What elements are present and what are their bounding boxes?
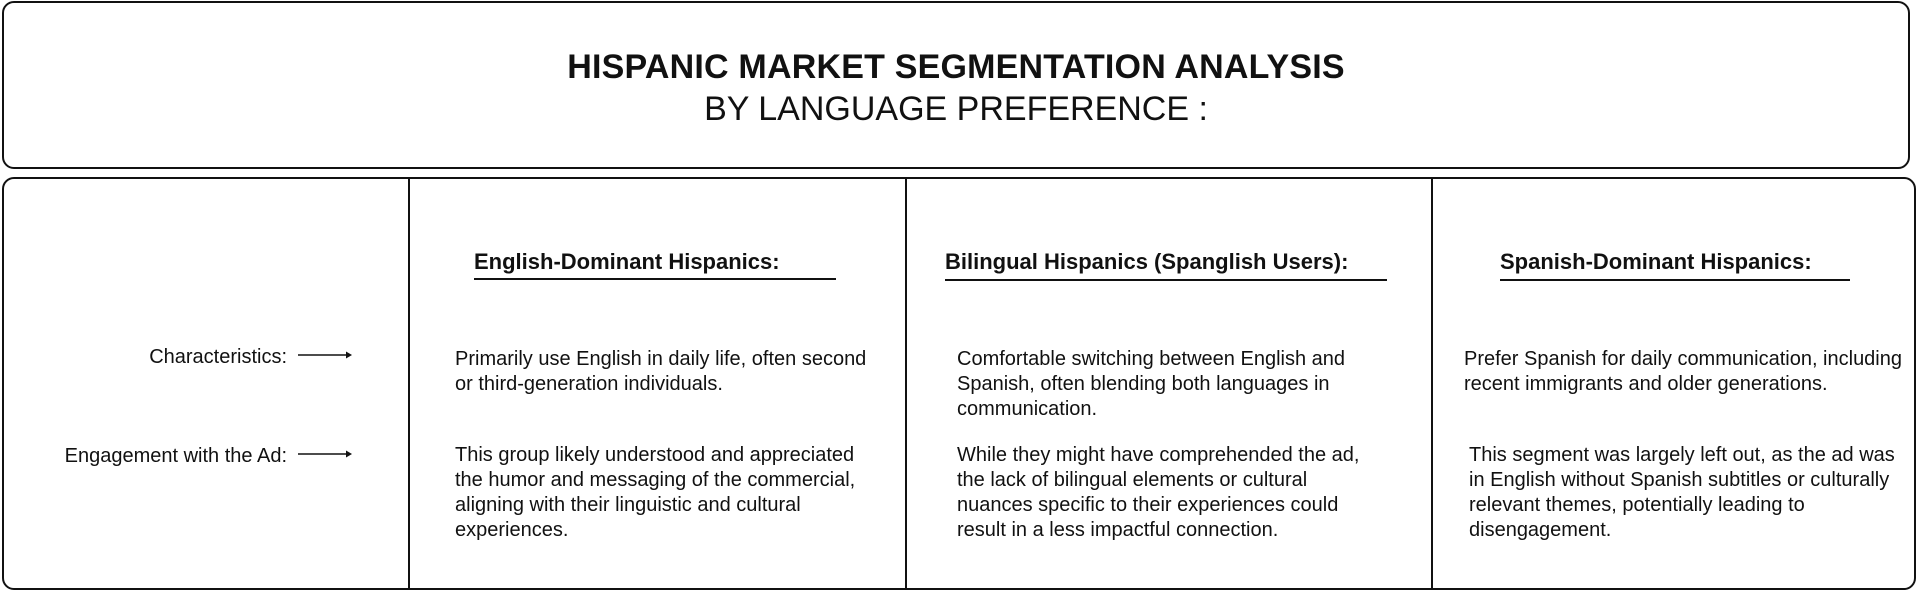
header-underline-bilingual — [945, 279, 1387, 281]
cell-english-characteristics: Primarily use English in daily life, often second or third-generation individuals. — [455, 348, 867, 395]
page-subtitle: BY LANGUAGE PREFERENCE : — [704, 90, 1208, 128]
header-english-dominant: English-Dominant Hispanics: — [474, 249, 780, 274]
row-label-engagement: Engagement with the Ad: — [64, 445, 287, 467]
cell-bilingual-engagement: While they might have comprehended the ad, the lack of bilingual elements or cultural nuances specific to their experiences could result in a less impactful connection. — [957, 444, 1360, 541]
column-divider-3 — [1431, 179, 1433, 588]
segmentation-table — [2, 177, 1916, 590]
header-underline-spanish — [1500, 279, 1850, 281]
cell-english-engagement: This group likely understood and appreciated the humor and messaging of the commercial, aligning with their linguistic and cultural experiences. — [455, 444, 856, 541]
cell-spanish-characteristics: Prefer Spanish for daily communication, including recent immigrants and older generations. — [1464, 348, 1902, 395]
header-underline-english — [474, 278, 836, 280]
title-box — [2, 1, 1910, 169]
column-divider-2 — [905, 179, 907, 588]
header-spanish-dominant: Spanish-Dominant Hispanics: — [1500, 249, 1812, 274]
page-title: HISPANIC MARKET SEGMENTATION ANALYSIS — [567, 48, 1345, 86]
arrow-right-icon — [298, 449, 352, 459]
column-divider-1 — [408, 179, 410, 588]
row-label-characteristics: Characteristics: — [149, 346, 287, 368]
cell-bilingual-characteristics: Comfortable switching between English and Spanish, often blending both languages in communication. — [957, 348, 1345, 420]
cell-spanish-engagement: This segment was largely left out, as the ad was in English without Spanish subtitles or culturally relevant themes, potentially leading to disengagement. — [1469, 444, 1895, 541]
arrow-right-icon — [298, 350, 352, 360]
header-bilingual: Bilingual Hispanics (Spanglish Users): — [945, 249, 1349, 274]
